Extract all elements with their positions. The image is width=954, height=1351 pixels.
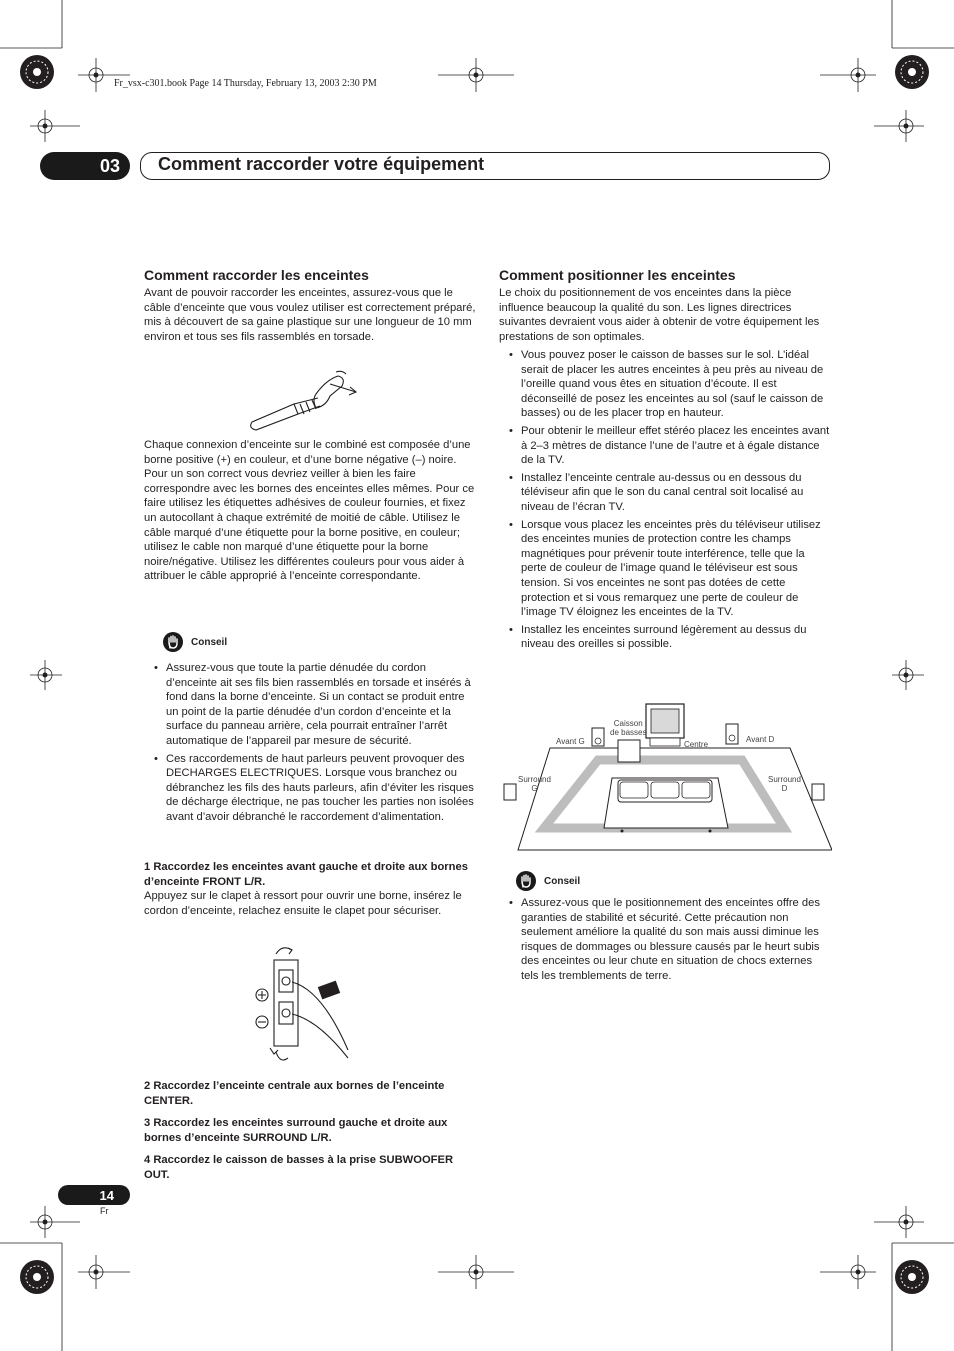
language-code: Fr (100, 1206, 109, 1216)
step-1-body: Appuyez sur le clapet à ressort pour ouvrir une borne, insérez le cordon d’enceinte, relachez ensuite le clapet pour sécuriser. (144, 890, 462, 917)
list-item: • Vous pouvez poser le caisson de basses sur le sol. L’idéal serait de placer les autres enceintes à peu près au niveau de l’oreille quand vous êtes en situation d’écoute. Il est déconseillé de posez les enceintes au sol (sauf le caisson de basses) ou de les placer trop en hauteur. (499, 348, 831, 421)
chapter-number-badge (40, 152, 130, 180)
step-1-title: 1 Raccordez les enceintes avant gauche et droite aux bornes d’enceinte FRONT L/R. (144, 861, 468, 888)
hand-icon (516, 871, 536, 891)
page-number-badge (58, 1185, 130, 1205)
list-item: • Installez l’enceinte centrale au-dessus ou en dessous du téléviseur afin que le son du canal central soit localisé au niveau de l’écran TV. (499, 471, 831, 515)
right-conseil-header (516, 871, 580, 891)
left-body-paragraph: Chaque connexion d’enceinte sur le combiné est composée d’une borne positive (+) en couleur, et d’une borne négative (–) noire. Pour un son correct vous devriez veiller à bien les faire correspondre avec les bornes des enceintes elles mêmes. Pour ce faire utilisez les étiquettes adhésives de couleur fournies, et fixez un autocollant à chaque extrémité de moitié de câble. Utilisez le câble marqué d’une étiquette pour la borne positive, en couleur; utilisez le cable non marqué d’une étiquette pour la borne noire/négative. Utilisez les différentes couleurs pour vous aider à attribuer le câble approprié à l’enceinte correspondante. (144, 439, 475, 583)
label-centre: Centre (684, 740, 709, 749)
left-section-heading: Comment raccorder les enceintes (144, 267, 369, 283)
speaker-placement-diagram (500, 700, 832, 860)
step-2: 2 Raccordez l’enceinte centrale aux bornes de l’enceinte CENTER. (144, 1080, 445, 1107)
chapter-title: Comment raccorder votre équipement (158, 154, 485, 174)
left-conseil-header (163, 632, 227, 652)
hand-icon (163, 632, 183, 652)
label-avant-g: Avant G (556, 737, 585, 746)
file-info: Fr_vsx-c301.book Page 14 Thursday, February 13, 2003 2:30 PM (114, 78, 377, 89)
left-conseil-list (144, 661, 478, 828)
conseil-label: Conseil (191, 636, 228, 648)
cable-twist-illustration (246, 370, 362, 432)
label-caisson: Caisson de basses (610, 719, 647, 737)
list-item: • Assurez-vous que le positionnement des enceintes offre des garanties de stabilité et sécurité. Cette précaution non seulement améliore la qualité du son mais aussi diminue les risques de dommages ou blessure causés par le heurt subis des enceintes ou leur chute en situation de chocs externes tels les tremblements de terre. (499, 896, 831, 984)
step-3: 3 Raccordez les enceintes surround gauche et droite aux bornes d’enceinte SURROUND L/R. (144, 1117, 448, 1144)
conseil-label: Conseil (544, 875, 581, 887)
list-item: • Ces raccordements de haut parleurs peuvent provoquer des DECHARGES ELECTRIQUES. Lorsque vous branchez ou débranchez les fils des hauts parleurs, afin d’éviter les risques de décharge électrique, ne pas toucher les parties non isolées avant d’avoir débranché le raccordement d’alimentation. (144, 752, 478, 825)
left-intro-paragraph: Avant de pouvoir raccorder les enceintes, assurez-vous que le câble d’enceinte que vous voulez utiliser est correctement préparé, mis à découvert de sa gaine plastique sur une longueur de 10 mm environ et tous ses fils rassemblés en torsade. (144, 287, 476, 343)
list-item: • Lorsque vous placez les enceintes près du téléviseur utilisez des enceintes munies de protection contre les champs magnétiques pour prévenir toute interférence, telle que la perte de couleur de l’image quand le téléviseur est sous tension. Si vos enceintes ne sont pas dotées de cette protection et si vous remarquez une perte de couleur de l’image TV éloignez les enceintes de la TV. (499, 518, 831, 620)
right-section-heading: Comment positionner les enceintes (499, 267, 736, 283)
right-bullet-list (499, 348, 831, 655)
list-item: • Assurez-vous que toute la partie dénudée du cordon d’enceinte ait ses fils bien rassemblés en torsade et insérés à fond dans la borne d’enceinte. Si un contact se produit entre un point de la partie dénudée d’un cordon d’enceinte et la surface du panneau arrière, cela pourrait entraîner l’arrêt automatique de l’appareil par mesure de sécurité. (144, 661, 478, 749)
right-conseil-list (499, 896, 831, 987)
right-intro-paragraph: Le choix du positionnement de vos enceintes dans la pièce influence beaucoup la qualité du son. Les lignes directrices suivantes devraient vous aider à obtenir de votre équipement les prestations de son optimales. (499, 287, 820, 343)
label-surround-g: Surround G (518, 775, 551, 793)
list-item: • Installez les enceintes surround légèrement au dessus du niveau des oreilles si possible. (499, 623, 831, 652)
list-item: • Pour obtenir le meilleur effet stéréo placez les enceintes avant à 2–3 mètres de distance l’une de l’autre et à égale distance de la TV. (499, 424, 831, 468)
page-number: 14 (99, 1187, 114, 1203)
step-4: 4 Raccordez le caisson de basses à la prise SUBWOOFER OUT. (144, 1154, 454, 1181)
label-avant-d: Avant D (746, 735, 775, 744)
chapter-number: 03 (99, 155, 120, 176)
label-surround-d: Surround D (768, 775, 801, 793)
speaker-terminal-illustration (252, 940, 368, 1070)
